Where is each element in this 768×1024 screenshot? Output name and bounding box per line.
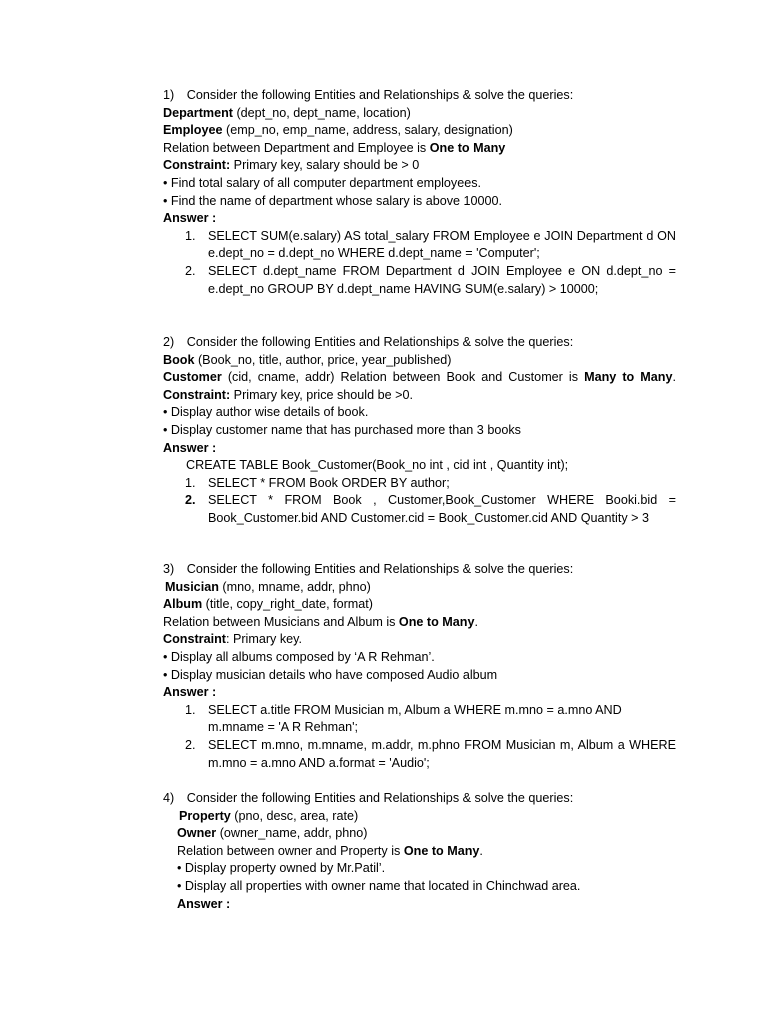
entity-attributes: (dept_no, dept_name, location) bbox=[232, 105, 411, 120]
relation-line bbox=[163, 140, 676, 158]
answer-item bbox=[185, 475, 676, 493]
answer-sql-line: e.dept_no GROUP BY d.dept_name HAVING SUM(e.salary) > 10000; bbox=[208, 281, 599, 296]
answer-label: Answer : bbox=[163, 685, 217, 700]
question-heading: 2) Consider the following Entities and Relationships & solve the queries: bbox=[163, 335, 574, 349]
relation-cardinality: One to Many bbox=[403, 843, 480, 858]
entity-name: Employee bbox=[163, 123, 223, 138]
answer-number: 1. bbox=[185, 475, 196, 490]
task-bullet: • Find the name of department whose salary is above 10000. bbox=[163, 193, 503, 208]
answer-sql-line: SELECT a.title FROM Musician m, Album a WHERE m.mno = a.mno AND bbox=[208, 702, 622, 717]
entity-attributes: (owner_name, addr, phno) bbox=[216, 826, 368, 841]
answer-number: 1. bbox=[185, 702, 196, 717]
question-2 bbox=[163, 334, 676, 528]
constraint-label: Constraint: bbox=[163, 158, 231, 173]
relation-cardinality: One to Many bbox=[429, 140, 506, 155]
question-heading: 3) Consider the following Entities and Relationships & solve the queries: bbox=[163, 562, 574, 576]
entity-line bbox=[163, 579, 676, 597]
answer-item bbox=[185, 702, 676, 737]
relation-line bbox=[163, 614, 676, 632]
question-3 bbox=[163, 561, 676, 772]
answer-label: Answer : bbox=[177, 896, 231, 911]
entity-attributes: (mno, mname, addr, phno) bbox=[218, 579, 371, 594]
constraint-text: : Primary key. bbox=[225, 632, 303, 647]
answer-sql-line: SELECT SUM(e.salary) AS total_salary FROM Employee e JOIN Department d ON bbox=[208, 228, 676, 243]
constraint-text: Primary key, price should be >0. bbox=[230, 387, 413, 402]
relation-tail: . bbox=[672, 370, 676, 385]
task-bullet: • Display all properties with owner name that located in Chinchwad area. bbox=[177, 878, 581, 893]
answer-number: 2. bbox=[185, 263, 196, 278]
entity-line bbox=[163, 369, 676, 387]
answer-item bbox=[185, 492, 676, 527]
relation-tail: . bbox=[479, 843, 483, 858]
relation-cardinality: Many to Many bbox=[584, 370, 673, 385]
answer-number: 1. bbox=[185, 228, 196, 243]
answer-list bbox=[163, 228, 676, 298]
constraint-label: Constraint: bbox=[163, 387, 231, 402]
constraint-line bbox=[163, 631, 676, 649]
relation-text: Relation between Department and Employee is bbox=[163, 140, 430, 155]
answer-sql-line: SELECT * FROM Book ORDER BY author; bbox=[208, 475, 450, 490]
entity-line bbox=[163, 352, 676, 370]
entity-name: Musician bbox=[165, 579, 219, 594]
constraint-line bbox=[163, 157, 676, 175]
constraint-line bbox=[163, 387, 676, 405]
entity-attributes: (cid, cname, addr) Relation between Book and Customer is bbox=[221, 370, 585, 385]
entity-line bbox=[177, 808, 676, 826]
task-bullet: • Find total salary of all computer department employees. bbox=[163, 175, 482, 190]
answer-list bbox=[163, 475, 676, 528]
relation-line bbox=[177, 843, 676, 861]
question-heading: 1) Consider the following Entities and Relationships & solve the queries: bbox=[163, 88, 574, 102]
answer-sql-line: e.dept_no = d.dept_no WHERE d.dept_name = 'Computer'; bbox=[208, 246, 540, 261]
answer-item bbox=[185, 737, 676, 772]
entity-line bbox=[177, 825, 676, 843]
create-table-statement: CREATE TABLE Book_Customer(Book_no int , cid int , Quantity int); bbox=[186, 458, 569, 473]
answer-item bbox=[185, 263, 676, 298]
task-bullet: • Display author wise details of book. bbox=[163, 405, 369, 420]
entity-name: Customer bbox=[163, 370, 222, 385]
entity-name: Owner bbox=[177, 826, 217, 841]
answer-sql-line: m.mname = 'A R Rehman'; bbox=[208, 720, 359, 735]
entity-attributes: (Book_no, title, author, price, year_published) bbox=[194, 352, 452, 367]
task-bullet: • Display all albums composed by ‘A R Rehman’. bbox=[163, 649, 435, 664]
task-bullet: • Display customer name that has purchased more than 3 books bbox=[163, 422, 521, 437]
task-bullet: • Display property owned by Mr.Patil’. bbox=[177, 861, 386, 876]
question-1 bbox=[163, 87, 676, 298]
answer-sql-line: SELECT d.dept_name FROM Department d JOIN Employee e ON d.dept_no = bbox=[208, 263, 676, 278]
entity-line bbox=[163, 122, 676, 140]
answer-sql-line: SELECT m.mno, m.mname, m.addr, m.phno FROM Musician m, Album a WHERE bbox=[208, 737, 676, 752]
relation-cardinality: One to Many bbox=[398, 614, 475, 629]
answer-sql-line: SELECT * FROM Book , Customer,Book_Customer WHERE Booki.bid = bbox=[208, 493, 676, 508]
entity-line bbox=[163, 105, 676, 123]
answer-item bbox=[185, 228, 676, 263]
answer-number: 2. bbox=[185, 493, 196, 508]
answer-label: Answer : bbox=[163, 440, 217, 455]
entity-attributes: (title, copy_right_date, format) bbox=[202, 597, 373, 612]
entity-name: Book bbox=[163, 352, 195, 367]
answer-number: 2. bbox=[185, 737, 196, 752]
constraint-text: Primary key, salary should be > 0 bbox=[230, 158, 420, 173]
question-body bbox=[163, 808, 676, 914]
answer-sql-line: m.mno = a.mno AND a.format = 'Audio'; bbox=[208, 755, 430, 770]
answer-sql-line: Book_Customer.bid AND Customer.cid = Book_Customer.cid AND Quantity > 3 bbox=[208, 510, 649, 525]
entity-name: Album bbox=[163, 597, 203, 612]
entity-line bbox=[163, 596, 676, 614]
question-heading: 4) Consider the following Entities and Relationships & solve the queries: bbox=[163, 791, 574, 805]
answer-label: Answer : bbox=[163, 211, 217, 226]
relation-text: Relation between Musicians and Album is bbox=[163, 614, 399, 629]
entity-name: Property bbox=[179, 808, 231, 823]
constraint-label: Constraint bbox=[163, 632, 226, 647]
answer-list bbox=[163, 702, 676, 772]
task-bullet: • Display musician details who have composed Audio album bbox=[163, 667, 498, 682]
entity-attributes: (emp_no, emp_name, address, salary, designation) bbox=[222, 123, 513, 138]
relation-text: Relation between owner and Property is bbox=[177, 843, 404, 858]
relation-tail: . bbox=[474, 614, 478, 629]
entity-attributes: (pno, desc, area, rate) bbox=[230, 808, 359, 823]
question-4 bbox=[163, 790, 676, 913]
entity-name: Department bbox=[163, 105, 233, 120]
